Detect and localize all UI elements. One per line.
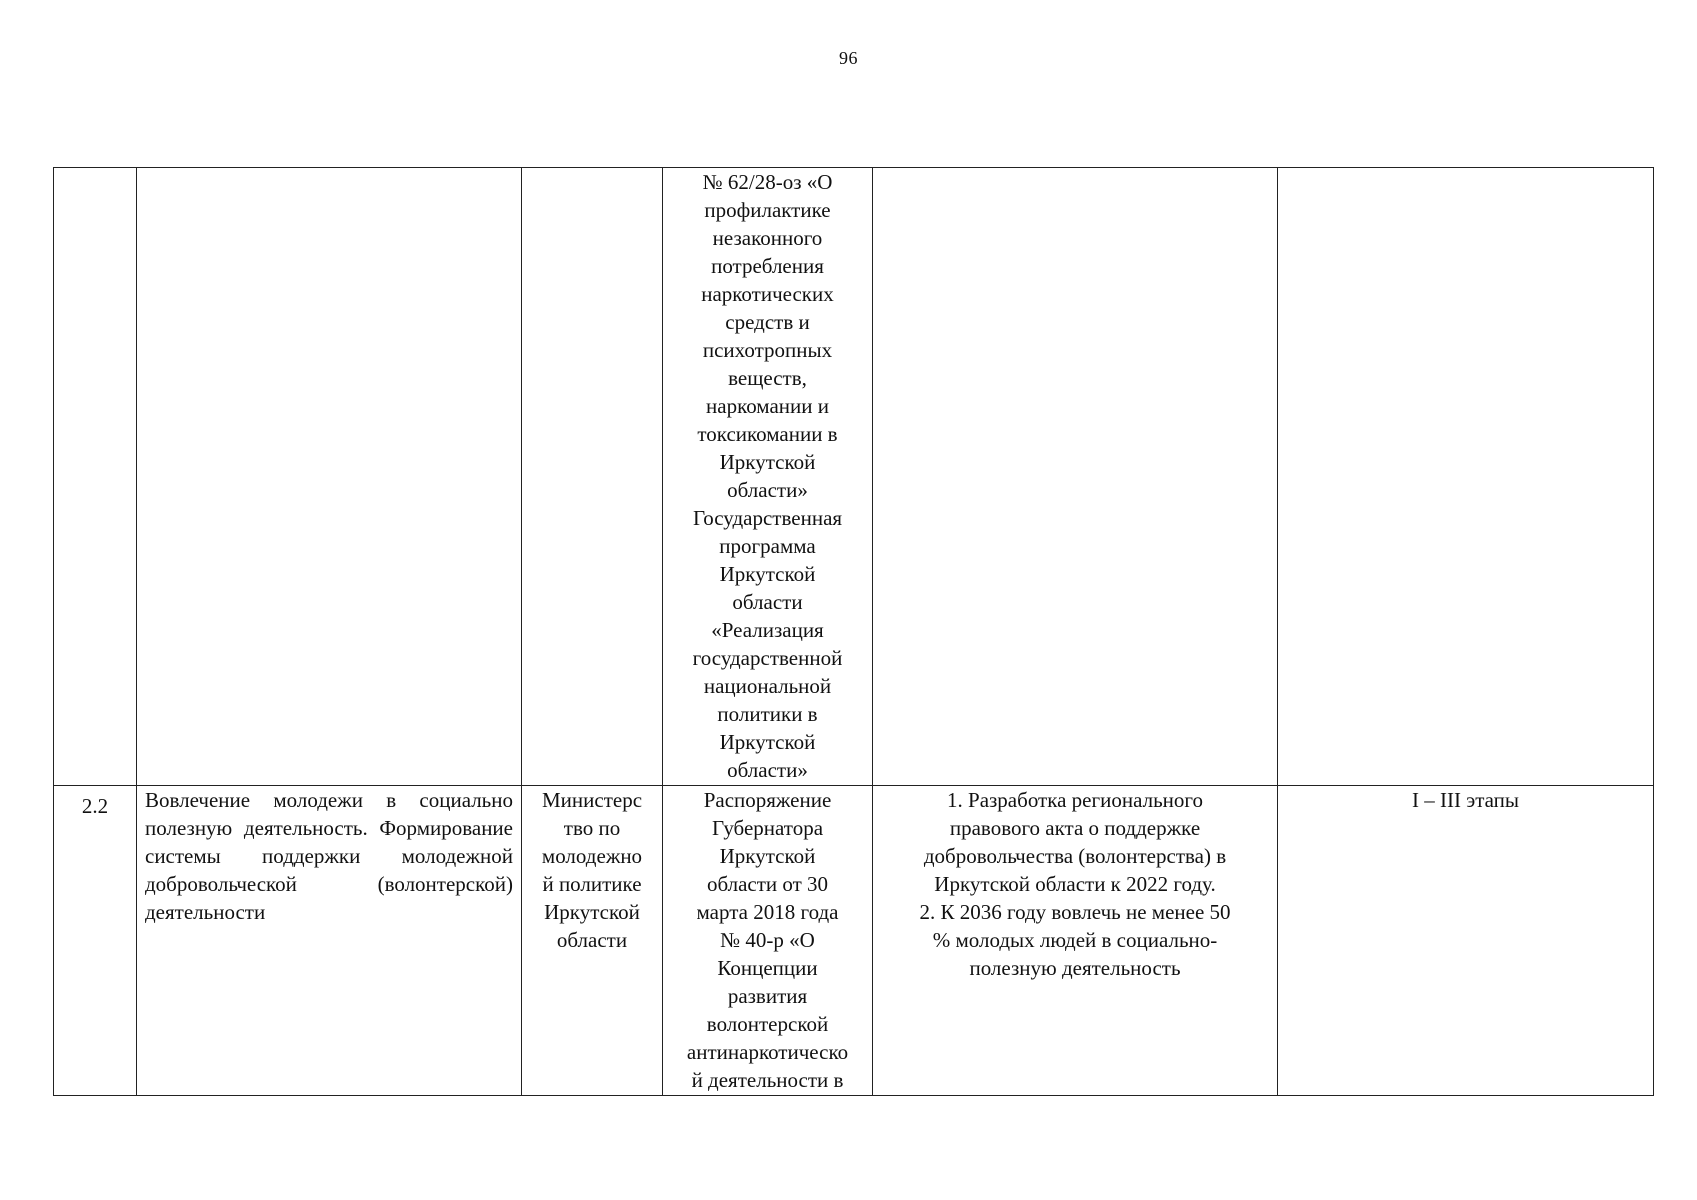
cell-result [873, 786, 1278, 1096]
result-line: % молодых людей в социально- [932, 928, 1218, 952]
document-line: веществ, [728, 366, 807, 390]
document-line: наркомании и [706, 394, 829, 418]
responsible-line: молодежно [541, 844, 643, 868]
document-line: № 62/28-оз «О [702, 170, 833, 194]
table-row-2-2 [54, 786, 1654, 1096]
document-line: Государственная [692, 506, 843, 530]
result-line: правового акта о поддержке [949, 816, 1201, 840]
document-line: области [732, 590, 803, 614]
page-number: 96 [839, 48, 858, 68]
cell-responsible [522, 168, 663, 786]
document-line: Распоряжение [703, 788, 832, 812]
document-line: профилактике [704, 198, 831, 222]
document-line: й деятельности в [691, 1068, 844, 1092]
cell-number: 2.2 [54, 786, 137, 1096]
document-line: развития [727, 984, 808, 1008]
document-line: Губернатора [711, 816, 824, 840]
cell-document [663, 786, 873, 1096]
document-line: антинаркотическо [686, 1040, 849, 1064]
document-line: области» [727, 758, 808, 782]
document-line: потребления [711, 254, 824, 278]
document-line: Иркутской [719, 562, 816, 586]
responsible-line: тво по [563, 816, 621, 840]
responsible-line: й политике [542, 872, 642, 896]
result-line: полезную деятельность [969, 956, 1181, 980]
cell-name [137, 168, 522, 786]
document-line: волонтерской [706, 1012, 829, 1036]
cell-responsible [522, 786, 663, 1096]
document-line: психотропных [702, 338, 833, 362]
responsible-line: Министерс [541, 788, 643, 812]
result-line: добровольчества (волонтерства) в [923, 844, 1227, 868]
result-line: Иркутской области к 2022 году. [934, 872, 1216, 896]
document-line: Концепции [717, 956, 818, 980]
document-line: Иркутской [719, 844, 816, 868]
document-line: марта 2018 года [696, 900, 839, 924]
cell-result [873, 168, 1278, 786]
document-line: области» [727, 478, 808, 502]
document-line: наркотических [701, 282, 834, 306]
document-line: программа [719, 534, 816, 558]
responsible-line: области [556, 928, 628, 952]
cell-stages [1278, 168, 1654, 786]
table-row-continuation [54, 168, 1654, 786]
document-line: национальной [703, 674, 832, 698]
result-line: 2. К 2036 году вовлечь не менее 50 [919, 900, 1231, 924]
cell-stages: I – III этапы [1278, 786, 1654, 1096]
result-line: 1. Разработка регионального [947, 788, 1203, 812]
document-line: токсикомании в [697, 422, 838, 446]
responsible-line: Иркутской [544, 900, 640, 924]
document-line: средств и [725, 310, 810, 334]
document-line: № 40-р «О [720, 928, 815, 952]
measures-table [53, 167, 1654, 1096]
document-line: «Реализация [711, 618, 824, 642]
document-line: Иркутской [719, 450, 816, 474]
cell-number [54, 168, 137, 786]
document-line: политики в [717, 702, 818, 726]
document-line: Иркутской [719, 730, 816, 754]
document-line: области от 30 [706, 872, 829, 896]
cell-name: Вовлечение молодежи в социально полезную деятельность. Формирование системы поддержки молодежной добровольческой (волонтерской) деятельности [137, 786, 522, 1096]
document-line: незаконного [712, 226, 823, 250]
document-line: государственной [692, 646, 843, 670]
cell-document [663, 168, 873, 786]
